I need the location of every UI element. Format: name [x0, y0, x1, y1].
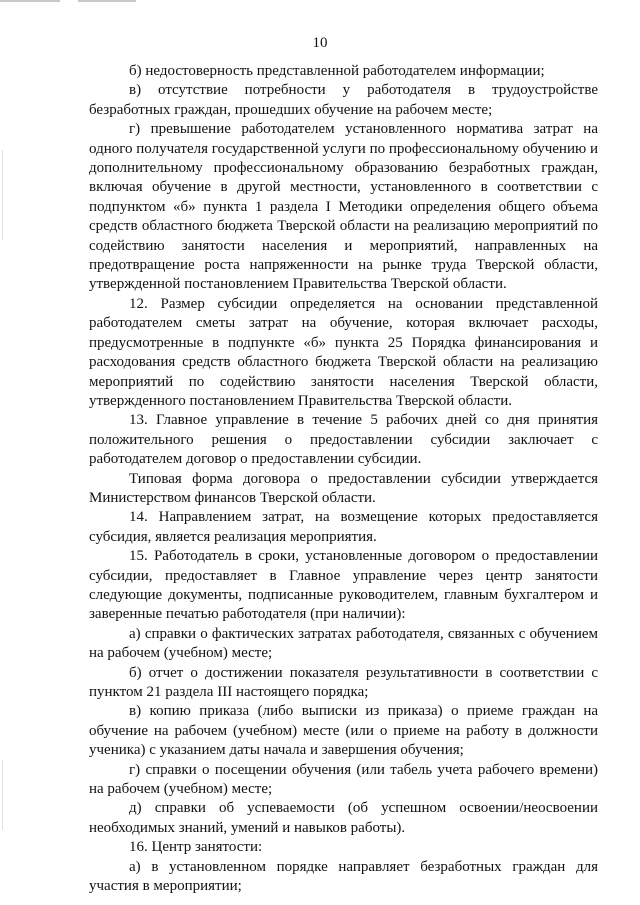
paragraph: 12. Размер субсидии определяется на основании представленной работодателем сметы затрат на обучение, которая включает расходы, предусмотренные в подпункте «б» пункта 25 Порядка финансирования и расходования средств областного бюджета Тверской области на реализацию мероприятий по содействию занятости населения Тверской области, утвержденного постановлением Правительства Тверской области. — [89, 295, 598, 409]
page-number: 10 — [312, 35, 328, 51]
paragraph: б) недостоверность представленной работодателем информации; — [129, 63, 545, 79]
paragraph: д) справки об успеваемости (об успешном освоении/неосвоении необходимых знаний, умений и навыков работы). — [89, 800, 598, 836]
paragraph: в) отсутствие потребности у работодателя в трудоустройстве безработных граждан, прошедших обучение на рабочем месте; — [89, 82, 598, 118]
scan-edge-mark — [78, 0, 136, 2]
paragraph: г) справки о посещении обучения (или табель учета рабочего времени) на рабочем (учебном) месте; — [89, 761, 598, 798]
document-body — [89, 62, 598, 896]
paragraph: а) в установленном порядке направляет безработных граждан для участия в мероприятии; — [89, 858, 598, 895]
paragraph: в) копию приказа (либо выписки из приказа) о приеме граждан на обучение на рабочем (учебном) месте (или о приеме на работу в должности ученика) с указанием даты начала и завершения обучения; — [89, 703, 598, 759]
paragraph: б) отчет о достижении показателя результативности в соответствии с пунктом 21 раздела III настоящего порядка; — [89, 664, 598, 700]
paragraph: а) справки о фактических затратах работодателя, связанных с обучением на рабочем (учебном) месте; — [89, 625, 598, 662]
scan-side-mark — [2, 760, 3, 830]
paragraph: Типовая форма договора о предоставлении субсидии утверждается Министерством финансов Тверской области. — [89, 470, 598, 506]
paragraph: 15. Работодатель в сроки, установленные договором о предоставлении субсидии, предоставляет в Главное управление через центр занятости следующие документы, подписанные руководителем, главным бухгалтером и заверенные печатью работодателя (при наличии): — [89, 548, 598, 623]
scan-edge-mark — [0, 0, 60, 2]
paragraph: 14. Направлением затрат, на возмещение которых предоставляется субсидия, является реализация мероприятия. — [89, 509, 598, 545]
paragraph: г) превышение работодателем установленного норматива затрат на одного получателя государственной услуги по профессиональному обучению и дополнительному профессиональному образованию безработных граждан, включая обучение в другой местности, установленного в соответствии с подпунктом «б» пункта 1 раздела I Методики определения общего объема средств областного бюджета Тверской области на реализацию мероприятий по содействию занятости населения и мероприятий, направленных на предотвращение роста напряженности на рынке труда Тверской области, утвержденной постановлением Правительства Тверской области. — [89, 121, 598, 293]
paragraph: 16. Центр занятости: — [129, 839, 263, 856]
scan-side-mark — [2, 150, 3, 240]
paragraph: 13. Главное управление в течение 5 рабочих дней со дня принятия положительного решения о предоставлении субсидии заключает с работодателем договор о предоставлении субсидии. — [89, 412, 598, 468]
